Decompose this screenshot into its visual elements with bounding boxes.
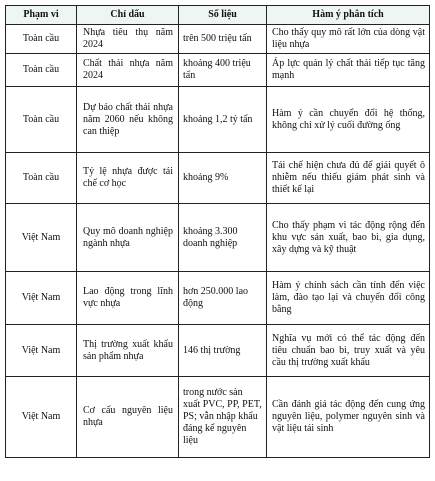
- cell-impact: Tái chế hiện chưa đủ để giải quyết ô nhiễm nếu thiếu giảm phát sinh và thiết kế lại: [267, 153, 430, 204]
- cell-value: 146 thị trường: [179, 325, 267, 377]
- table-row: [6, 153, 430, 204]
- cell-scope: Việt Nam: [6, 272, 77, 325]
- cell-scope: Việt Nam: [6, 325, 77, 377]
- cell-impact: Nghĩa vụ mới có thể tác động đến tiêu chuẩn bao bì, truy xuất và yêu cầu thị trường xuất khẩu: [267, 325, 430, 377]
- table-row: [6, 54, 430, 87]
- table-row: [6, 25, 430, 54]
- cell-indicator: Cơ cấu nguyên liệu nhựa: [77, 377, 179, 458]
- table-row: [6, 87, 430, 153]
- table-row: [6, 325, 430, 377]
- cell-impact: Hàm ý chính sách cần tính đến việc làm, đào tạo lại và chuyển đổi công bằng: [267, 272, 430, 325]
- cell-indicator: Nhựa tiêu thụ năm 2024: [77, 25, 179, 54]
- cell-value: khoảng 1,2 tỷ tấn: [179, 87, 267, 153]
- cell-indicator: Dự báo chất thải nhựa năm 2060 nếu không can thiệp: [77, 87, 179, 153]
- cell-impact: Hàm ý cần chuyển đổi hệ thống, không chỉ xử lý cuối đường ống: [267, 87, 430, 153]
- table-header-row: [6, 6, 430, 25]
- header-impact: Hàm ý phân tích: [267, 6, 430, 25]
- cell-value: khoảng 9%: [179, 153, 267, 204]
- cell-impact: Cho thấy quy mô rất lớn của dòng vật liệu nhựa: [267, 25, 430, 54]
- cell-impact: Cho thấy phạm vi tác động rộng đến khu vực sản xuất, bao bì, gia dụng, xây dựng và kỹ thuật: [267, 204, 430, 272]
- cell-indicator: Quy mô doanh nghiệp ngành nhựa: [77, 204, 179, 272]
- cell-scope: Toàn cầu: [6, 54, 77, 87]
- cell-value: trên 500 triệu tấn: [179, 25, 267, 54]
- cell-scope: Toàn cầu: [6, 25, 77, 54]
- header-indicator: Chỉ dấu: [77, 6, 179, 25]
- cell-impact: Áp lực quản lý chất thải tiếp tục tăng mạnh: [267, 54, 430, 87]
- cell-scope: Toàn cầu: [6, 153, 77, 204]
- table-row: [6, 377, 430, 458]
- cell-scope: Toàn cầu: [6, 87, 77, 153]
- cell-indicator: Chất thải nhựa năm 2024: [77, 54, 179, 87]
- cell-value: khoảng 400 triệu tấn: [179, 54, 267, 87]
- table-row: [6, 272, 430, 325]
- cell-indicator: Tỷ lệ nhựa được tái chế cơ học: [77, 153, 179, 204]
- cell-value: trong nước sản xuất PVC, PP, PET, PS; vẫn nhập khẩu đáng kể nguyên liệu: [179, 377, 267, 458]
- cell-value: hơn 250.000 lao động: [179, 272, 267, 325]
- plastics-indicator-table: [5, 5, 430, 458]
- header-value: Số liệu: [179, 6, 267, 25]
- header-scope: Phạm vi: [6, 6, 77, 25]
- table-row: [6, 204, 430, 272]
- cell-value: khoảng 3.300 doanh nghiệp: [179, 204, 267, 272]
- cell-impact: Cần đánh giá tác động đến cung ứng nguyên liệu, polymer nguyên sinh và vật liệu tái sinh: [267, 377, 430, 458]
- cell-scope: Việt Nam: [6, 377, 77, 458]
- cell-indicator: Lao động trong lĩnh vực nhựa: [77, 272, 179, 325]
- cell-indicator: Thị trường xuất khẩu sản phẩm nhựa: [77, 325, 179, 377]
- cell-scope: Việt Nam: [6, 204, 77, 272]
